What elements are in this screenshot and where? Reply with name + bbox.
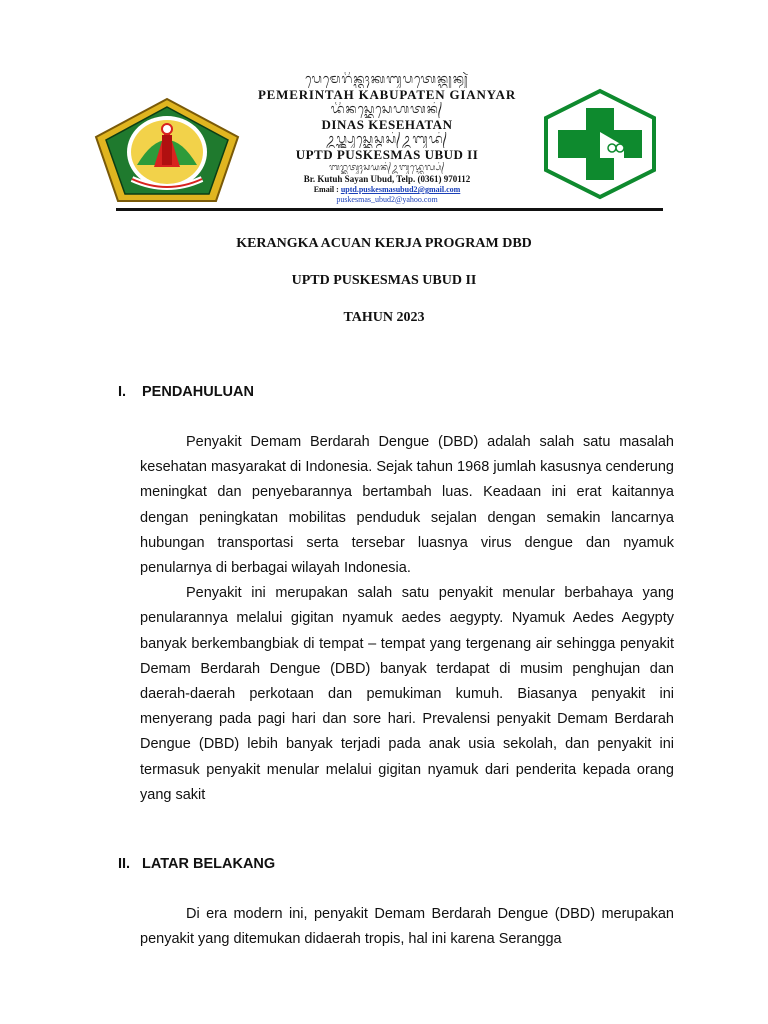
section-heading-pendahuluan: [118, 380, 674, 404]
paragraph: Penyakit ini merupakan salah satu penyakit menular berbahaya yang penularannya melalui gigitan nyamuk aedes aegypty. Nyamuk Aedes Aegypty banyak berkembangbiak di tempat – tempat yang tergenang air sehingga penyakit Demam Berdarah Dengue (DBD) banyak terdapat di musim penghujan dan daerah-daerah perkotaan dan pemukiman kumuh. Biasanya penyakit ini menyerang pada pagi hari dan sore hari. Prevalensi penyakit Demam Berdarah Dengue (DBD) lebih banyak terjadi pada anak usia sekolah, dan penyakit ini termasuk penyakit menular melalui gigitan nyamuk dari penderita kepada orang yang sakit: [140, 585, 674, 803]
department-name: DINAS KESEHATAN: [321, 117, 453, 132]
paragraph: Penyakit Demam Berdarah Dengue (DBD) adalah salah satu masalah kesehatan masyarakat di Indonesia. Sejak tahun 1968 jumlah kasusnya cenderung meningkat dan penyebarannya bertambah luas. Keadaan ini erat kaitannya dengan peningkatan mobilitas penduduk sejalan dengan semakin lancarnya hubungan transportasi serta tersebar luasnya virus dengue dan nyamuk penularnya di berbagai wilayah Indonesia.: [140, 434, 674, 577]
balinese-script-line: ᬤᬶᬦᬲ᭄ᬓᬾᬲᬾᬳᬢᬦ᭄: [330, 102, 444, 117]
document-titles: [0, 232, 768, 343]
document-year: TAHUN 2023: [343, 310, 425, 325]
puskesmas-cross-emblem-icon: [540, 88, 660, 200]
email-label: Email :: [313, 185, 341, 194]
balinese-script-line: ᬉᬧ᭄ᬢ᭄ᬤ᭄ᬧᬸᬲ᭄ᬓᬾᬲ᭄ᬫᬲ᭄ᬉᬩᬸᬤ᭄: [325, 132, 449, 147]
paragraph: Di era modern ini, penyakit Demam Berdarah Dengue (DBD) merupakan penyakit yang ditemukan didaerah tropis, hal ini karena Serangga: [140, 906, 674, 948]
section-number: II.: [118, 856, 131, 873]
unit-name: UPTD PUSKESMAS UBUD II: [295, 147, 479, 162]
balinese-script-line: ᬧᬾᬫᬾᬭᬶᬦ᭄ᬢᬄᬓᬩᬸᬧᬢᬾᬦ᭄ᬕ᭄ᬬᬦ᭄ᬬᬃ: [305, 72, 469, 87]
letterhead-divider: [116, 208, 663, 211]
document-title: KERANGKA ACUAN KERJA PROGRAM DBD: [236, 236, 532, 251]
email-line: [232, 185, 542, 195]
section-title: LATAR BELAKANG: [142, 856, 276, 873]
letterhead-text: [232, 72, 542, 204]
section-number: I.: [118, 384, 127, 400]
gianyar-regency-emblem-icon: [92, 95, 242, 205]
section-heading-latar-belakang: [118, 852, 674, 876]
letterhead: [0, 0, 768, 215]
email-link-secondary[interactable]: puskesmas_ubud2@yahoo.com: [336, 195, 438, 204]
email-link-primary[interactable]: uptd.puskesmasubud2@gmail.com: [340, 185, 461, 194]
government-name: PEMERINTAH KABUPATEN GIANYAR: [257, 87, 517, 102]
balinese-script-line: ᬩᬭ᭄ᬓᬸᬢᬸᬄᬲᬬᬦ᭄ᬉᬩᬸᬤ᭄ᬢᬾᬮ᭄ᬧ᭄: [329, 163, 445, 173]
document-institution: UPTD PUSKESMAS UBUD II: [291, 273, 477, 288]
section-title: PENDAHULUAN: [142, 384, 254, 400]
document-body: [118, 380, 674, 952]
address-line: Br. Kutuh Sayan Ubud, Telp. (0361) 970112: [303, 174, 471, 184]
